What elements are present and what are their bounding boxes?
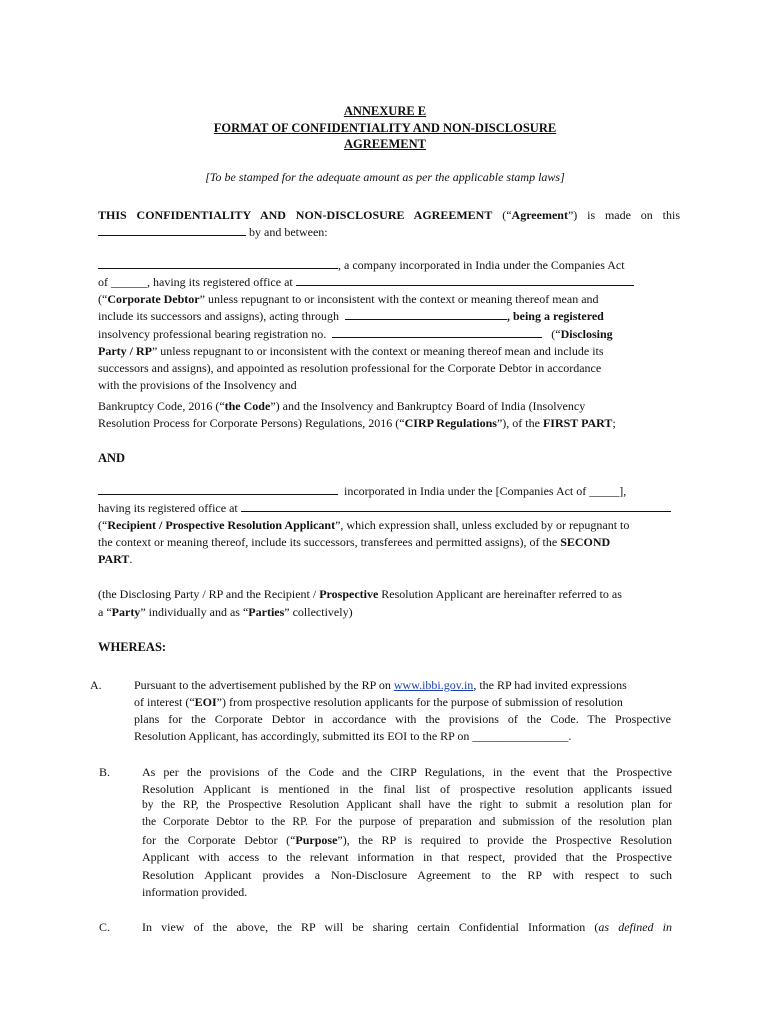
party2-line5: PART. (98, 552, 133, 566)
recipient-office-blank[interactable] (241, 501, 671, 512)
first-part-term: FIRST PART (542, 416, 613, 430)
clause-b-line2: Resolution Applicant is mentioned in the final list of prospective resolution applicants issued (142, 782, 672, 796)
date-blank[interactable] (98, 225, 246, 236)
whereas-heading: WHEREAS: (98, 640, 167, 654)
party1-line9: Bankruptcy Code, 2016 (“the Code”) and the Insolvency and Bankruptcy Board of India (Insolvency (98, 399, 586, 413)
party1-line2: of ______, having its registered office at (98, 275, 634, 290)
party1-line5: insolvency professional bearing registration no. (“Disclosing (98, 327, 613, 341)
clause-b-line6: Applicant with access to the relevant information in that respect, provided that the Prospective (142, 850, 672, 864)
party2-line3: (“Recipient / Prospective Resolution Applicant”, which expression shall, unless excluded by or repugnant to (98, 518, 630, 532)
clause-b-line3: by the RP, the Prospective Resolution Applicant shall have the right to submit a resolution plan for (142, 799, 672, 811)
party1-line10: Resolution Process for Corporate Persons) Regulations, 2016 (“CIRP Regulations”), of the FIRST PART; (98, 416, 616, 430)
clause-b-line5: for the Corporate Debtor (“Purpose”), the RP is required to provide the Prospective Resolution (142, 833, 673, 847)
eoi-term: EOI (194, 695, 217, 709)
recipient-name-blank[interactable] (98, 484, 338, 495)
clause-c-line1: In view of the above, the RP will be sharing certain Confidential Information (as defined in (142, 920, 672, 934)
ibbi-link[interactable]: www.ibbi.gov.in (393, 678, 474, 692)
disclosing-party-term: Party / RP (98, 344, 152, 358)
party1-line1: , a company incorporated in India under the Companies Act (98, 258, 625, 273)
code-term: the Code (224, 399, 271, 413)
agreement-title-line1: FORMAT OF CONFIDENTIALITY AND NON-DISCLOSURE (213, 121, 557, 135)
clause-a-label: A. (90, 678, 102, 692)
clause-b-label: B. (99, 765, 111, 779)
party2-line2: having its registered office at (98, 501, 671, 516)
stamp-note: [To be stamped for the adequate amount as per the applicable stamp laws] (205, 170, 565, 184)
annexure-heading: ANNEXURE E (343, 104, 427, 118)
clause-b-line1: As per the provisions of the Code and the CIRP Regulations, in the event that the Prospective (142, 765, 672, 779)
corporate-debtor-term: Corporate Debtor (107, 292, 200, 306)
company-name-blank[interactable] (98, 258, 338, 269)
parties-line2: a “Party” individually and as “Parties” collectively) (98, 605, 353, 619)
clause-a-line3: plans for the Corporate Debtor in accordance with the provisions of the Code. The Prospective (134, 712, 671, 726)
clause-c-label: C. (99, 920, 111, 934)
intro-line2: by and between: (98, 225, 328, 240)
second-term: SECOND (560, 535, 611, 549)
acting-through-blank[interactable] (345, 309, 507, 320)
intro-line1: THIS CONFIDENTIALITY AND NON-DISCLOSURE AGREEMENT (“Agreement”) is made on this (98, 208, 680, 222)
clause-a-line1: Pursuant to the advertisement published by the RP on www.ibbi.gov.in, the RP had invited expressions (134, 678, 627, 692)
purpose-term: Purpose (295, 833, 338, 847)
and-heading: AND (98, 451, 126, 465)
party-term: Party (111, 605, 141, 619)
part-term: PART (98, 552, 130, 566)
parties-line1: (the Disclosing Party / RP and the Recipient / Prospective Resolution Applicant are hereinafter referred to as (98, 587, 622, 601)
party1-line7: successors and assigns), and appointed as resolution professional for the Corporate Debtor in accordance (98, 361, 602, 375)
registration-no-blank[interactable] (332, 327, 542, 338)
clause-b-line4: the Corporate Debtor to the RP. For the purpose of preparation and submission of the resolution plan (142, 816, 672, 828)
agreement-title-line2: AGREEMENT (344, 137, 426, 151)
party2-line4: the context or meaning thereof, include its successors, transferees and permitted assigns), of the SECOND (98, 535, 611, 549)
clause-a-line2: of interest (“EOI”) from prospective resolution applicants for the purpose of submission of resolution (134, 695, 623, 709)
agreement-term: Agreement (511, 208, 568, 222)
registered-office-blank[interactable] (296, 275, 634, 286)
party1-line6: Party / RP” unless repugnant to or inconsistent with the context or meaning thereof mean and include its (98, 344, 604, 358)
recipient-term: Recipient / Prospective Resolution Applicant (107, 518, 336, 532)
party1-line4: include its successors and assigns), acting through , being a registered (98, 309, 604, 323)
party2-line1: incorporated in India under the [Companies Act of _____], (98, 484, 626, 499)
clause-b-line7: Resolution Applicant provides a Non-Disclosure Agreement to the RP with respect to such (142, 868, 672, 882)
party1-line3: (“Corporate Debtor” unless repugnant to or inconsistent with the context or meaning thereof mean and (98, 292, 599, 306)
cirp-term: CIRP Regulations (404, 416, 497, 430)
clause-b-line8: information provided. (142, 885, 248, 899)
intro-title: THIS CONFIDENTIALITY AND NON-DISCLOSURE AGREEMENT (98, 208, 493, 222)
clause-a-line4: Resolution Applicant, has accordingly, submitted its EOI to the RP on ________________. (134, 729, 572, 743)
parties-term: Parties (248, 605, 285, 619)
party1-line8: with the provisions of the Insolvency and (98, 378, 297, 392)
